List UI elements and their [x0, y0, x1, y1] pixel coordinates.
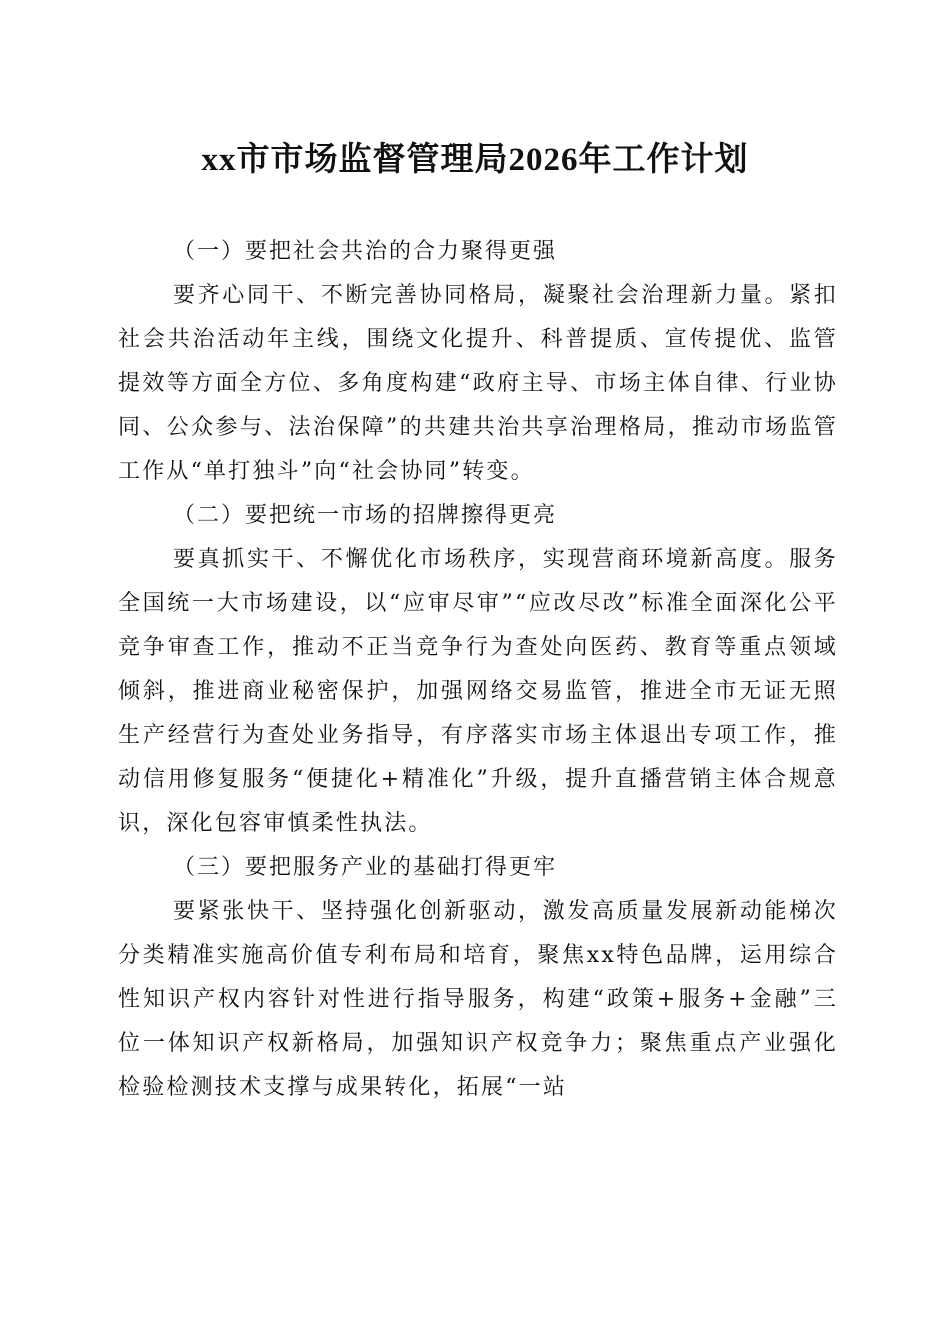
document-title: xx市市场监督管理局2026年工作计划 — [201, 142, 749, 178]
section-paragraph: 要真抓实干、不懈优化市场秩序，实现营商环境新高度。服务全国统一大市场建设，以“应审尽审”“应改尽改”标准全面深化公平竞争审查工作，推动不正当竞争行为查处向医药、教育等重点领域倾斜，推进商业秘密保护，加强网络交易监管，推进全市无证无照生产经营行为查处业务指导，有序落实市场主体退出专项工作，推动信用修复服务“便捷化+精准化”升级，提升直播营销主体合规意识，深化包容审慎柔性执法。 — [118, 547, 838, 836]
section-3 — [118, 846, 838, 1110]
section-heading: （一）要把社会共治的合力聚得更强 — [173, 239, 558, 264]
section-paragraph: 要紧张快干、坚持强化创新驱动，激发高质量发展新动能梯次分类精准实施高价值专利布局和培育，聚焦xx特色品牌，运用综合性知识产权内容针对性进行指导服务，构建“政策+服务+金融”三位一体知识产权新格局，加强知识产权竞争力；聚焦重点产业强化检验检测技术支撑与成果转化，拓展“一站 — [118, 899, 838, 1100]
section-1 — [118, 230, 838, 494]
section-heading: （三）要把服务产业的基础打得更牢 — [173, 855, 558, 880]
document-body — [118, 230, 838, 1110]
section-paragraph: 要齐心同干、不断完善协同格局，凝聚社会治理新力量。紧扣社会共治活动年主线，围绕文化提升、科普提质、宣传提优、监管提效等方面全方位、多角度构建“政府主导、市场主体自律、行业协同、公众参与、法治保障”的共建共治共享治理格局，推动市场监管工作从“单打独斗”向“社会协同”转变。 — [118, 283, 838, 484]
section-heading: （二）要把统一市场的招牌擦得更亮 — [173, 503, 558, 528]
section-2 — [118, 494, 838, 846]
